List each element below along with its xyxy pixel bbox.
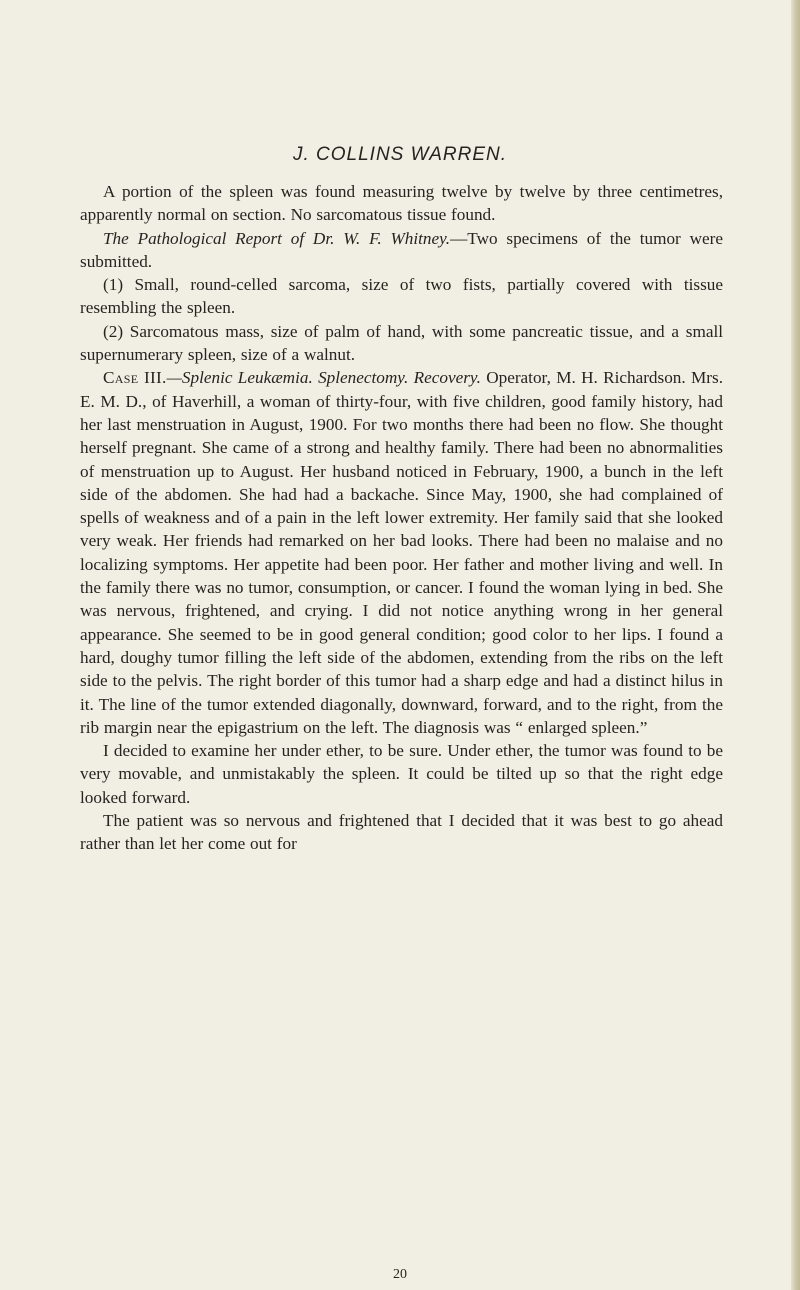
paragraph-ether-exam: I decided to examine her under ether, to be sure. Under ether, the tumor was found to be very movable, and unmistakably the spleen. It could be tilted up so that the right edge looked forward. — [80, 741, 723, 807]
body-text — [80, 180, 723, 856]
page-edge — [791, 0, 800, 1290]
paragraph-pathological-report — [80, 227, 723, 274]
paragraph-specimen-1: (1) Small, round-celled sarcoma, size of two fists, partially covered with tissue resembling the spleen. — [80, 275, 723, 318]
running-head: J. COLLINS WARREN. — [292, 144, 508, 165]
pathological-report-text: —Two specimens of the tumor were submitted. — [80, 228, 723, 271]
case-text: Operator, M. H. Richardson. Mrs. E. M. D., of Haverhill, a woman of thirty-four, with five children, good family history, had her last menstruation in August, 1900. For two months there had been no flow. She thought herself pregnant. She came of a strong and healthy family. There had been no abnormalities of menstruation up to August. Her husband noticed in February, 1900, a bunch in the left side of the abdomen. She had had a backache. Since May, 1900, she had complained of spells of weakness and of a pain in the left lower extremity. Her family said that she looked very weak. Her friends had remarked on her bad looks. There had been no malaise and no localizing symptoms. Her appetite had been poor. Her father and mother living and well. In the family there was no tumor, consumption, or cancer. I found the woman lying in bed. She was nervous, frightened, and crying. I did not notice anything wrong in her general appearance. She seemed to be in good general condition; good color to her lips. I found a hard, doughy tumor filling the left side of the abdomen, extending from the ribs on the left side to the pelvis. The right border of this tumor had a sharp edge and had a distinct hilus in it. The line of the tumor extended diagonally, downward, forward, and to the right, from the rib margin near the epigastrium on the left. The diagnosis was “ enlarged spleen.” — [80, 368, 723, 737]
case-label: Case III. — [103, 368, 167, 388]
paragraph-spleen-portion: A portion of the spleen was found measuring twelve by twelve by three centimetres, apparently normal on section. No sarcomatous tissue found. — [80, 182, 723, 225]
paragraph-decision: The patient was so nervous and frightened that I decided that it was best to go ahead rather than let her come out for — [80, 811, 723, 854]
paragraph-specimen-2: (2) Sarcomatous mass, size of palm of hand, with some pancreatic tissue, and a small supernumerary spleen, size of a walnut. — [80, 321, 723, 365]
paragraph-case-iii — [80, 366, 723, 739]
pathological-report-heading: The Pathological Report of Dr. W. F. Whitney. — [103, 228, 451, 248]
case-title: —Splenic Leukæmia. Splenectomy. Recovery. — [166, 368, 481, 388]
page-number: 20 — [393, 1267, 407, 1282]
